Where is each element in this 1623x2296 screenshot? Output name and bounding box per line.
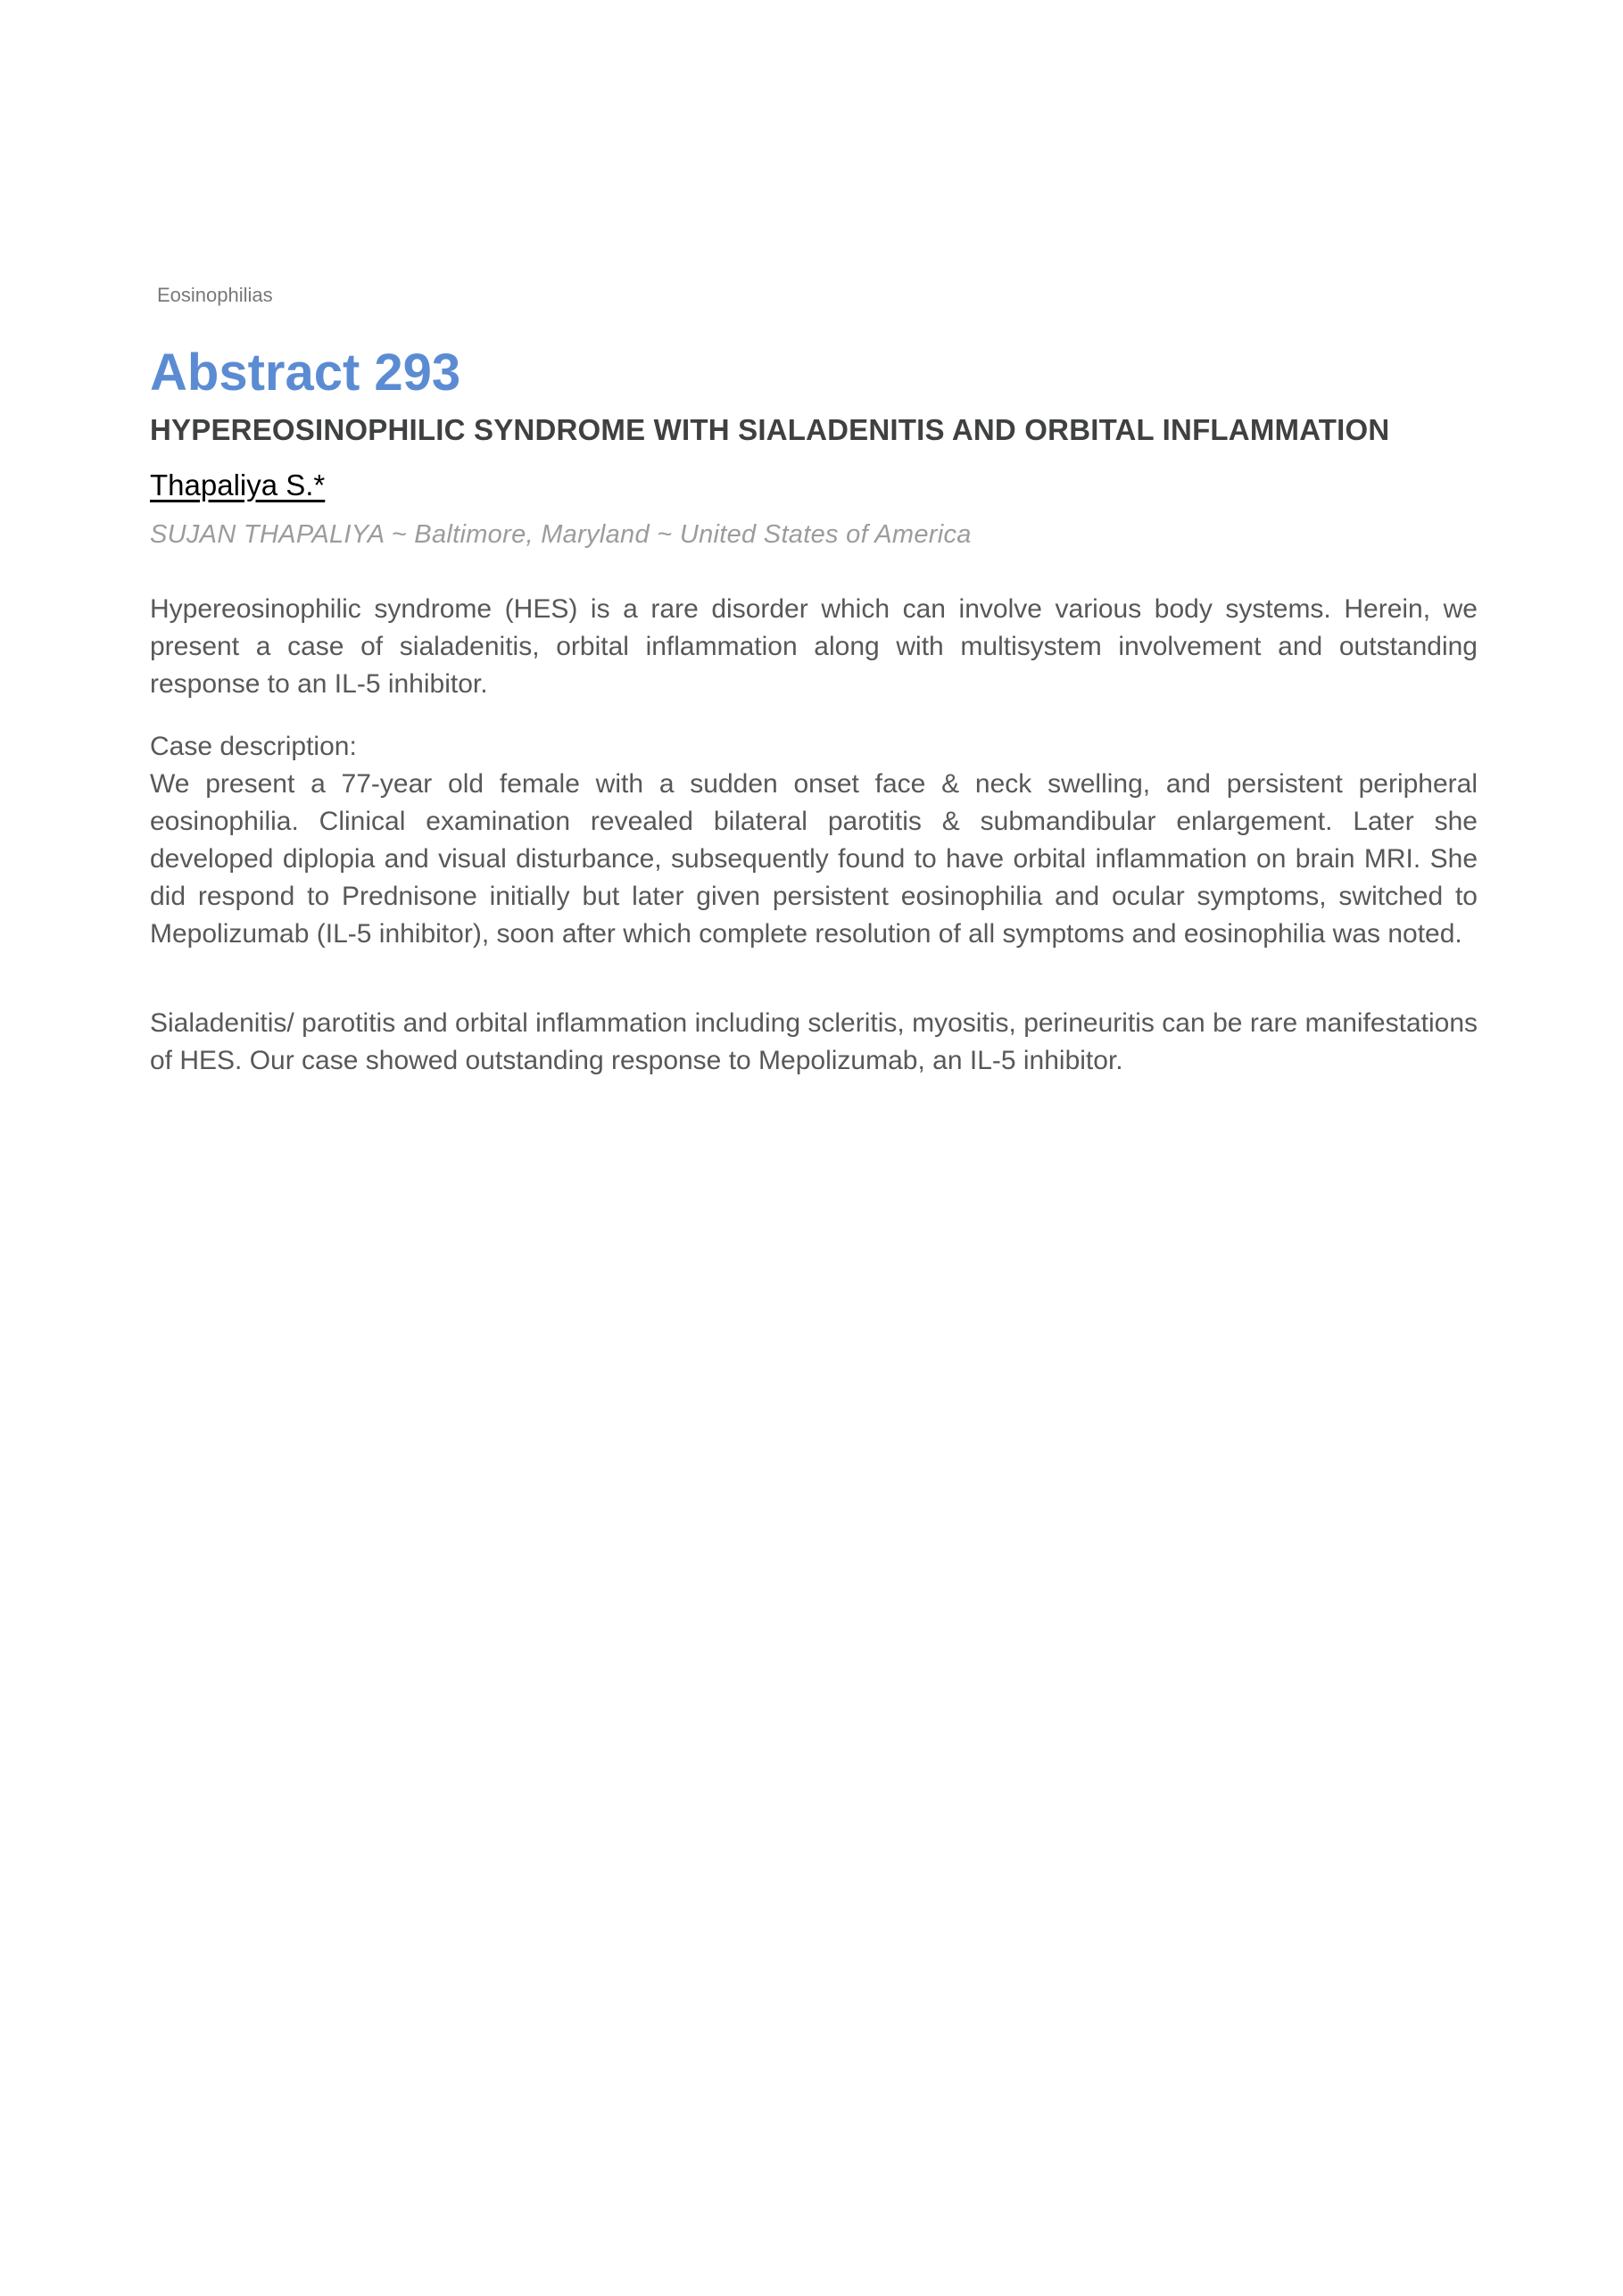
intro-paragraph: Hypereosinophilic syndrome (HES) is a rare disorder which can involve various body systems. Herein, we present a case of sialadenitis, orbital inflammation along with multisystem involvement and outstanding response to an IL-5 inhibitor. <box>150 594 1478 699</box>
abstract-content <box>150 284 1478 1080</box>
conclusion-paragraph: Sialadenitis/ parotitis and orbital inflammation including scleritis, myositis, perineuritis can be rare manifestations of HES. Our case showed outstanding response to Mepolizumab, an IL-5 inhibitor. <box>150 1008 1478 1075</box>
category-label: Eosinophilias <box>157 284 273 306</box>
abstract-number-heading: Abstract 293 <box>150 344 461 402</box>
author-name: Thapaliya S.* <box>150 468 326 501</box>
case-description-paragraph: We present a 77-year old female with a sudden onset face & neck swelling, and persistent peripheral eosinophilia. Clinical examination revealed bilateral parotitis & submandibular enlargement. Later she developed diplopia and visual disturbance, subsequently found to have orbital inflammation on brain MRI. She did respond to Prednisone initially but later given persistent eosinophilia and ocular symptoms, switched to Mepolizumab (IL-5 inhibitor), soon after which complete resolution of all symptoms and eosinophilia was noted. <box>150 769 1478 949</box>
abstract-title: HYPEREOSINOPHILIC SYNDROME WITH SIALADENITIS AND ORBITAL INFLAMMATION <box>150 413 1390 446</box>
case-description-label: Case description: <box>150 732 357 761</box>
author-affiliation: SUJAN THAPALIYA ~ Baltimore, Maryland ~ United States of America <box>150 520 972 549</box>
